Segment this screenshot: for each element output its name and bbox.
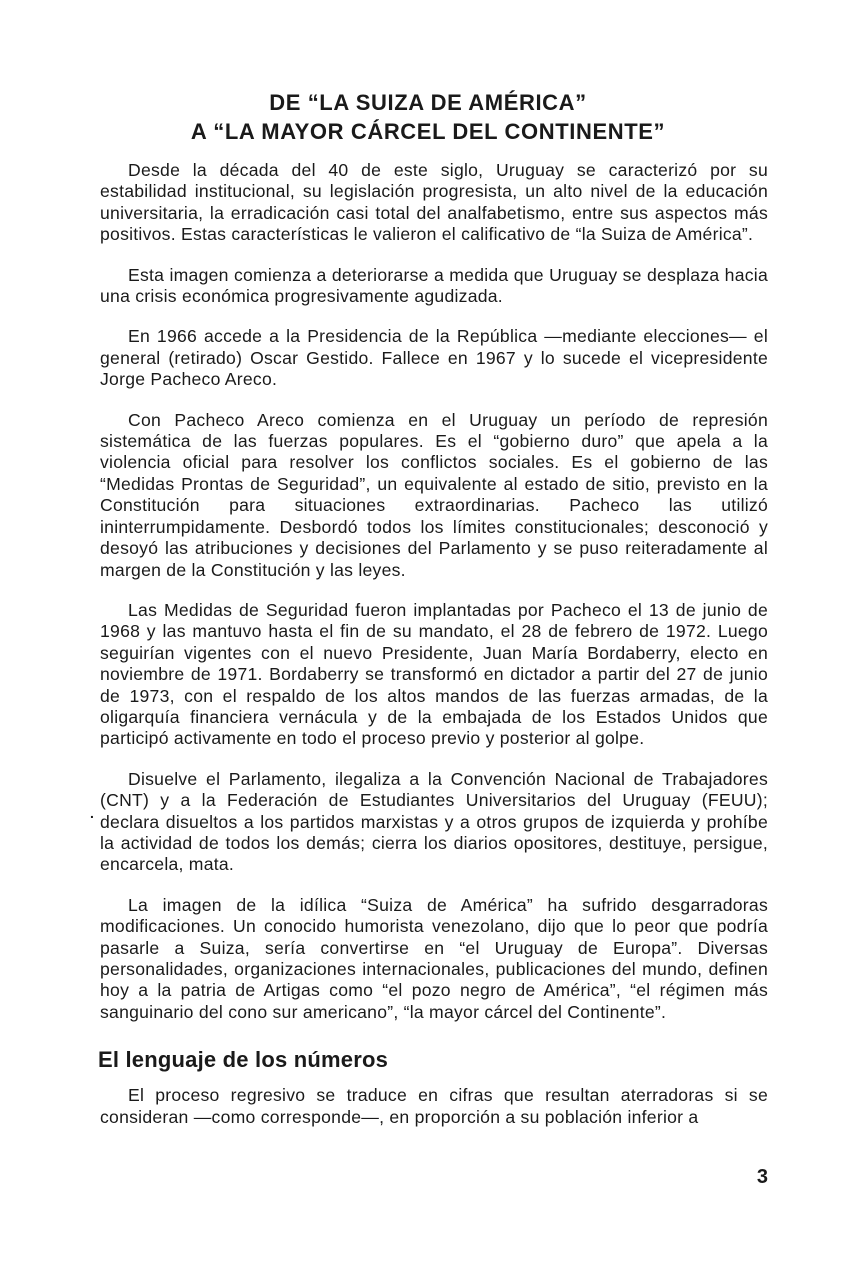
title-line-2: A “LA MAYOR CÁRCEL DEL CONTINENTE” bbox=[190, 119, 666, 144]
paragraph-7: La imagen de la idílica “Suiza de América” ha sufrido desgarradoras modificaciones. Un conocido humorista venezolano, dijo que lo peor que podría pasarle a Suiza, sería convertirse en “el Uruguay de Europa”. Diversas personalidades, organizaciones internacionales, publicaciones del mundo, definen hoy a la patria de Artigas como “el pozo negro de América”, “el régimen más sanguinario del cono sur americano”, “la mayor cárcel del Continente”. bbox=[100, 894, 768, 1022]
page-number: 3 bbox=[756, 1166, 768, 1188]
paragraph-3: En 1966 accede a la Presidencia de la República —mediante elecciones— el general (retirado) Oscar Gestido. Fallece en 1967 y lo sucede el vicepresidente Jorge Pacheco Areco. bbox=[100, 326, 768, 390]
paragraph-5: Las Medidas de Seguridad fueron implantadas por Pacheco el 13 de junio de 1968 y las mantuvo hasta el fin de su mandato, el 28 de febrero de 1972. Luego seguirían vigentes con el nuevo Presidente, Juan María Bordaberry, electo en noviembre de 1971. Bordaberry se transformó en dictador a partir del 27 de junio de 1973, con el respaldo de los altos mandos de las fuerzas armadas, de la oligarquía financiera vernácula y de la embajada de los Estados Unidos que participó activamente en todo el proceso previo y posterior al golpe. bbox=[100, 599, 768, 749]
paragraph-2: Esta imagen comienza a deteriorarse a medida que Uruguay se desplaza hacia una crisis económica progresivamente agudizada. bbox=[100, 264, 768, 307]
body-text bbox=[100, 160, 768, 1147]
paragraph-6: Disuelve el Parlamento, ilegaliza a la Convención Nacional de Trabajadores (CNT) y a la Federación de Estudiantes Universitarios del Uruguay (FEUU); declara disueltos a los partidos marxistas y a otros grupos de izquierda y prohíbe la actividad de todos los demás; cierra los diarios opositores, destituye, persigue, encarcela, mata. bbox=[100, 768, 768, 875]
section-paragraph: El proceso regresivo se traduce en cifras que resultan aterradoras si se consideran —como corresponde—, en proporción a su población inferior a bbox=[100, 1085, 768, 1127]
paragraph-4: Con Pacheco Areco comienza en el Uruguay un período de represión sistemática de las fuerzas populares. Es el “gobierno duro” que apela a la violencia oficial para resolver los conflictos sociales. Es el gobierno de las “Medidas Prontas de Seguridad”, un equivalente al estado de sitio, previsto en la Constitución para situaciones extraordinarias. Pacheco las utilizó ininterrumpidamente. Desbordó todos los límites constitucionales; desconoció y desoyó las atribuciones y decisiones del Parlamento y se puso reiteradamente al margen de la Constitución y las leyes. bbox=[100, 409, 768, 580]
paragraph-1: Desde la década del 40 de este siglo, Uruguay se caracterizó por su estabilidad institucional, su legislación progresista, un alto nivel de la educación universitaria, la erradicación casi total del analfabetismo, entre sus aspectos más positivos. Estas características le valieron el calificativo de “la Suiza de América”. bbox=[100, 160, 768, 245]
title-line-1: DE “LA SUIZA DE AMÉRICA” bbox=[269, 90, 587, 115]
margin-mark: . bbox=[90, 805, 94, 821]
section-heading: El lenguaje de los números bbox=[98, 1047, 389, 1073]
page-title bbox=[0, 88, 856, 146]
